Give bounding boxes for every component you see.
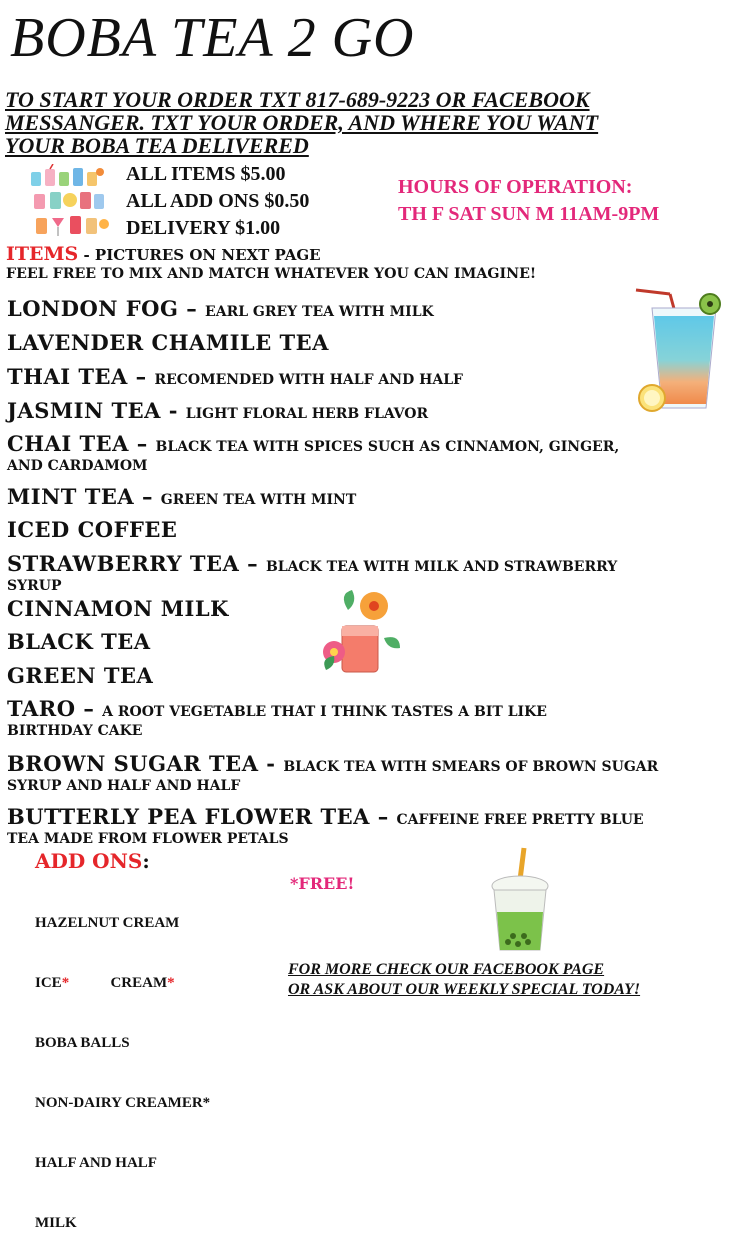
footer-line: OR ASK ABOUT OUR WEEKLY SPECIAL TODAY! xyxy=(288,981,641,998)
menu-item-dash: – xyxy=(239,551,266,576)
menu-item xyxy=(7,519,747,542)
page-title: BOBA TEA 2 GO xyxy=(10,7,415,69)
menu-item-description-cont: BIRTHDAY CAKE xyxy=(7,723,143,739)
drinks-cluster-image xyxy=(28,164,112,240)
menu-item-dash: – xyxy=(178,296,206,321)
menu-item-description: BLACK TEA WITH SMEARS OF BROWN SUGAR xyxy=(283,759,659,775)
order-instructions-line: YOUR BOBA TEA DELIVERED xyxy=(5,133,309,158)
menu-item-name: BLACK TEA xyxy=(7,629,151,654)
menu-item-dash: – xyxy=(127,364,155,389)
menu-item-description: RECOMENDED WITH HALF AND HALF xyxy=(154,372,463,388)
add-on-item: MILK xyxy=(35,1215,77,1231)
add-ons-list xyxy=(35,873,210,1253)
menu-item xyxy=(7,486,747,511)
free-star: * xyxy=(167,975,175,991)
menu-item xyxy=(7,433,747,475)
price-add-ons: ALL ADD ONS $0.50 xyxy=(126,190,310,212)
add-on-item: NON-DAIRY CREAMER xyxy=(35,1095,203,1111)
hours-schedule: TH F SAT SUN M 11AM-9PM xyxy=(398,203,660,225)
green-boba-cup-image xyxy=(488,846,552,954)
menu-item xyxy=(7,753,747,795)
add-on-item: HALF AND HALF xyxy=(35,1155,157,1171)
menu-item-description: GREEN TEA WITH MINT xyxy=(160,492,357,508)
menu-item-name: TARO xyxy=(7,696,76,721)
menu-item-description: A ROOT VEGETABLE THAT I THINK TASTES A BIT LIKE xyxy=(102,704,547,720)
add-on-item: CREAM xyxy=(110,975,168,991)
add-on-spacer xyxy=(69,975,110,991)
menu-item-name: MINT TEA xyxy=(7,484,135,509)
items-note: - PICTURES ON NEXT PAGE xyxy=(78,246,321,264)
menu-item xyxy=(7,806,747,848)
free-star: * xyxy=(202,1095,211,1111)
add-on-item: ICE xyxy=(35,975,62,991)
footer-note xyxy=(288,960,640,1000)
menu-item-dash: – xyxy=(134,484,161,509)
price-delivery: DELIVERY $1.00 xyxy=(126,217,281,239)
menu-item-description-cont: SYRUP xyxy=(7,578,62,594)
menu-item-description: LIGHT FLORAL HERB FLAVOR xyxy=(185,406,429,422)
items-label: ITEMS xyxy=(6,243,79,265)
menu-item-name: CINNAMON MILK xyxy=(7,596,229,621)
add-ons-colon: : xyxy=(142,849,150,873)
order-instructions-line: MESSANGER. TXT YOUR ORDER, AND WHERE YOU WANT xyxy=(5,110,599,135)
menu-item-description: EARL GREY TEA WITH MILK xyxy=(205,304,434,320)
menu-item-dash: – xyxy=(75,696,103,721)
menu-item-description: CAFFEINE FREE PRETTY BLUE xyxy=(396,812,644,828)
menu-item-description-cont: AND CARDAMOM xyxy=(7,458,148,474)
menu-item-name: GREEN TEA xyxy=(7,663,154,688)
menu-item-dash: - xyxy=(160,398,186,423)
add-on-item: BOBA BALLS xyxy=(35,1035,130,1051)
free-star: * xyxy=(61,975,70,991)
add-ons-label: ADD ONS xyxy=(35,849,143,873)
menu-item-dash: – xyxy=(369,804,397,829)
menu-item-name: THAI TEA xyxy=(7,364,128,389)
hours-of-operation xyxy=(398,174,659,228)
free-note: *FREE! xyxy=(290,874,355,893)
items-subnote: FEEL FREE TO MIX AND MATCH WHATEVER YOU CAN IMAGINE! xyxy=(6,266,537,282)
order-instructions xyxy=(5,88,747,157)
menu-item-name: BUTTERLY PEA FLOWER TEA xyxy=(7,804,370,829)
menu-item-description-cont: TEA MADE FROM FLOWER PETALS xyxy=(7,831,289,847)
menu-item-description-cont: SYRUP AND HALF AND HALF xyxy=(7,778,241,794)
menu-item-name: BROWN SUGAR TEA xyxy=(7,751,259,776)
price-list xyxy=(126,161,309,242)
menu-item-name: CHAI TEA xyxy=(7,431,129,456)
menu-item-name: LAVENDER CHAMILE TEA xyxy=(7,330,329,355)
items-header xyxy=(6,243,321,265)
add-on-row xyxy=(35,1093,210,1113)
add-ons-title xyxy=(35,849,150,873)
menu-item-description: BLACK TEA WITH MILK AND STRAWBERRY xyxy=(265,559,618,575)
menu-item-name: JASMIN TEA xyxy=(7,398,161,423)
menu-item xyxy=(7,698,747,740)
menu-item-name: LONDON FOG xyxy=(7,296,179,321)
menu-item-dash: - xyxy=(258,751,284,776)
menu-item-name: STRAWBERRY TEA xyxy=(7,551,240,576)
order-instructions-line: TO START YOUR ORDER TXT 817-689-9223 OR FACEBOOK xyxy=(5,87,590,112)
hibiscus-drink-image xyxy=(318,586,402,678)
layered-drink-image xyxy=(632,286,728,418)
add-on-item: HAZELNUT CREAM xyxy=(35,915,180,931)
menu-item-dash: – xyxy=(128,431,156,456)
add-on-row xyxy=(35,973,210,993)
price-items: ALL ITEMS $5.00 xyxy=(126,163,286,185)
footer-line: FOR MORE CHECK OUR FACEBOOK PAGE xyxy=(288,961,605,978)
menu-item-name: ICED COFFEE xyxy=(7,517,178,542)
menu-item-description: BLACK TEA WITH SPICES SUCH AS CINNAMON, GINGER, xyxy=(155,439,620,455)
hours-label: HOURS OF OPERATION: xyxy=(398,176,633,198)
